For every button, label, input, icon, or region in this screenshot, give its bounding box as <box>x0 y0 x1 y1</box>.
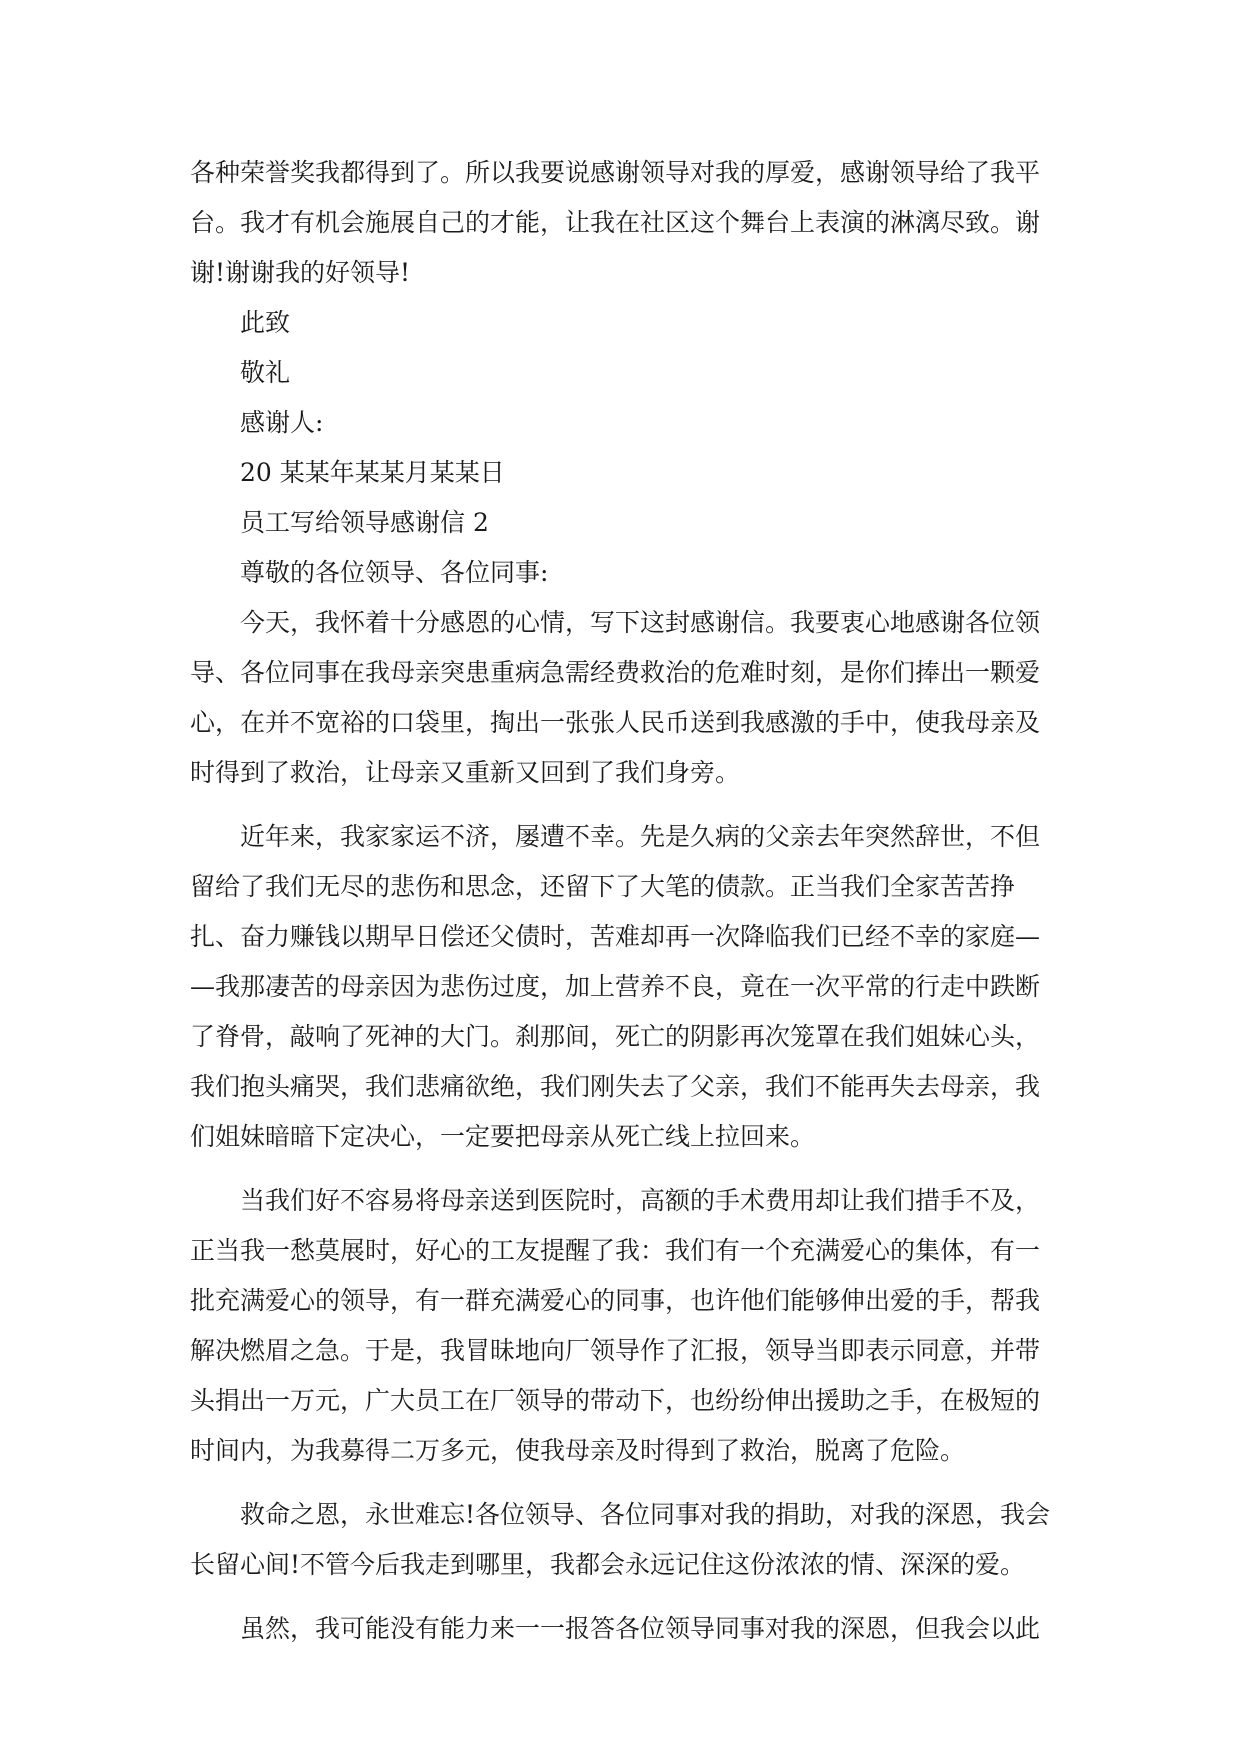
paragraph-line: 救命之恩，永世难忘!各位领导、各位同事对我的捐助，对我的深恩，我会 <box>240 1500 1051 1529</box>
closing-salutation: 此致 <box>240 308 291 337</box>
paragraph-line: 留给了我们无尽的悲伤和思念，还留下了大笔的债款。正当我们全家苦苦挣 <box>190 872 1016 901</box>
paragraph-line: 了脊骨，敲响了死神的大门。刹那间，死亡的阴影再次笼罩在我们姐妹心头， <box>190 1022 1041 1051</box>
paragraph-line: 心，在并不宽裕的口袋里，掏出一张张人民币送到我感激的手中，使我母亲及 <box>190 708 1041 737</box>
paragraph-line: 长留心间!不管今后我走到哪里，我都会永远记住这份浓浓的情、深深的爱。 <box>190 1550 1026 1579</box>
paragraph-line: 时间内，为我募得二万多元，使我母亲及时得到了救治，脱离了危险。 <box>190 1436 966 1465</box>
greeting: 尊敬的各位领导、各位同事: <box>240 558 549 587</box>
signature-label: 感谢人: <box>240 408 324 437</box>
section-title: 员工写给领导感谢信 2 <box>240 508 489 537</box>
text-line: 台。我才有机会施展自己的才能，让我在社区这个舞台上表演的淋漓尽致。谢 <box>190 208 1041 237</box>
paragraph-line: 正当我一愁莫展时，好心的工友提醒了我：我们有一个充满爱心的集体，有一 <box>190 1236 1041 1265</box>
letter-body <box>190 148 1050 1654</box>
paragraph-line: 今天，我怀着十分感恩的心情，写下这封感谢信。我要衷心地感谢各位领 <box>240 608 1041 637</box>
paragraph-line: 时得到了救治，让母亲又重新又回到了我们身旁。 <box>190 758 741 787</box>
closing-regards: 敬礼 <box>240 358 291 387</box>
paragraph-line: 虽然，我可能没有能力来一一报答各位领导同事对我的深恩，但我会以此 <box>240 1614 1041 1643</box>
text-line: 谢!谢谢我的好领导! <box>190 258 411 287</box>
text-line: 各种荣誉奖我都得到了。所以我要说感谢领导对我的厚爱，感谢领导给了我平 <box>190 158 1041 187</box>
paragraph-line: 扎、奋力赚钱以期早日偿还父债时，苦难却再一次降临我们已经不幸的家庭— <box>190 922 1041 951</box>
paragraph-line: 当我们好不容易将母亲送到医院时，高额的手术费用却让我们措手不及， <box>240 1186 1041 1215</box>
paragraph-line: 解决燃眉之急。于是，我冒昧地向厂领导作了汇报，领导当即表示同意，并带 <box>190 1336 1041 1365</box>
paragraph-line: 近年来，我家家运不济，屡遭不幸。先是久病的父亲去年突然辞世，不但 <box>240 822 1041 851</box>
paragraph-line: —我那凄苦的母亲因为悲伤过度，加上营养不良，竟在一次平常的行走中跌断 <box>190 972 1041 1001</box>
paragraph-line: 们姐妹暗暗下定决心，一定要把母亲从死亡线上拉回来。 <box>190 1122 816 1151</box>
paragraph-line: 我们抱头痛哭，我们悲痛欲绝，我们刚失去了父亲，我们不能再失去母亲，我 <box>190 1072 1041 1101</box>
paragraph-line: 导、各位同事在我母亲突患重病急需经费救治的危难时刻，是你们捧出一颗爱 <box>190 658 1041 687</box>
paragraph-line: 头捐出一万元，广大员工在厂领导的带动下，也纷纷伸出援助之手，在极短的 <box>190 1386 1041 1415</box>
paragraph-line: 批充满爱心的领导，有一群充满爱心的同事，也许他们能够伸出爱的手，帮我 <box>190 1286 1041 1315</box>
date-line: 20 某某年某某月某某日 <box>240 458 505 487</box>
